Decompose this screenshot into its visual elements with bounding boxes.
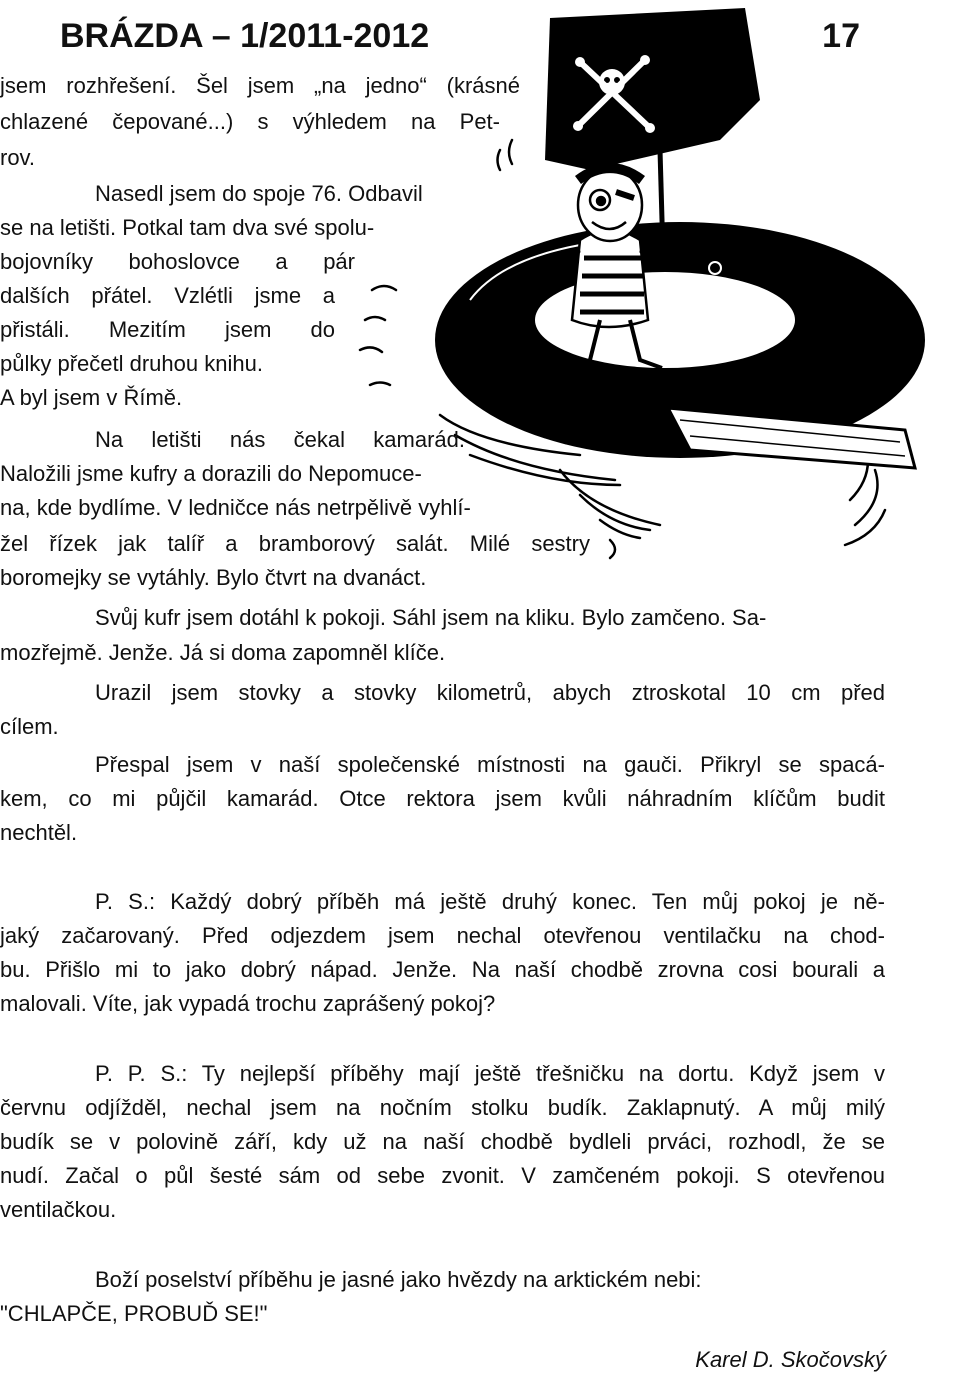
text-line: chlazené čepované...) s výhledem na Pet- [0,109,500,134]
text-line: cílem. [0,714,59,739]
text-line: mozřejmě. Jenže. Já si doma zapomněl klíče. [0,640,446,665]
text-line: bu. Přišlo mi to jako dobrý nápad. Jenže. Na naší chodbě zrovna cosi bourali a [0,957,885,982]
text-line: rov. [0,145,36,170]
text-line: půlky přečetl druhou knihu. [0,351,263,376]
text-line: jaký začarovaný. Před odjezdem jsem nechal otevřenou ventilačku na chod- [0,923,885,948]
text-line: Boží poselství příběhu je jasné jako hvězdy na arktickém nebi: [95,1267,702,1292]
author-signature: Karel D. Skočovský [695,1347,886,1372]
text-line: nudí. Začal o půl šesté sám od sebe zvonit. V zamčeném pokoji. S otevřenou [0,1163,885,1188]
text-line: A byl jsem v Římě. [0,385,183,410]
text-line: žel řízek jak talíř a bramborový salát. Milé sestry [0,531,590,556]
text-line: Svůj kufr jsem dotáhl k pokoji. Sáhl jsem na kliku. Bylo zamčeno. Sa- [95,605,767,630]
text-line: červnu odjížděl, nechal jsem na nočním stolku budík. Zaklapnutý. A můj milý [0,1095,885,1120]
text-line: se na letišti. Potkal tam dva své spolu- [0,215,375,240]
text-line: malovali. Víte, jak vypadá trochu zaprášený pokoj? [0,991,496,1016]
page-number: 17 [822,17,860,55]
text-line: Nasedl jsem do spoje 76. Odbavil [95,181,423,206]
text-line: boromejky se vytáhly. Bylo čtvrt na dvanáct. [0,565,427,590]
text-line: nechtěl. [0,820,78,845]
text-line: Na letišti nás čekal kamarád. [95,427,465,452]
text-line: ventilačkou. [0,1197,117,1222]
text-line: kem, co mi půjčil kamarád. Otce rektora jsem kvůli náhradním klíčům budit [0,786,885,811]
text-line: Přespal jsem v naší společenské místnosti na gauči. Přikryl se spacá- [95,752,885,777]
text-line: "CHLAPČE, PROBUĎ SE!" [0,1301,268,1326]
text-line: bojovníky bohoslovce a pár [0,249,355,274]
magazine-title: BRÁZDA – 1/2011-2012 [60,17,430,55]
text-line: přistáli. Mezitím jsem do [0,317,335,342]
text-line: budík se v polovině září, kdy už na naší chodbě bydleli prváci, rozhodl, že se [0,1129,885,1154]
text-line: jsem rozhřešení. Šel jsem „na jedno“ (krásné [0,73,520,98]
text-line: na, kde bydlíme. V ledničce nás netrpělivě vyhlí- [0,495,471,520]
text-line: Urazil jsem stovky a stovky kilometrů, abych ztroskotal 10 cm před [95,680,885,705]
text-line: P. P. S.: Ty nejlepší příběhy mají ještě třešničku na dortu. Když jsem v [95,1061,885,1086]
text-line: dalších přátel. Vzlétli jsme a [0,283,335,308]
text-line: P. S.: Každý dobrý příběh má ještě druhý konec. Ten můj pokoj je ně- [95,889,885,914]
text-line: Naložili jsme kufry a dorazili do Nepomuce- [0,461,422,486]
